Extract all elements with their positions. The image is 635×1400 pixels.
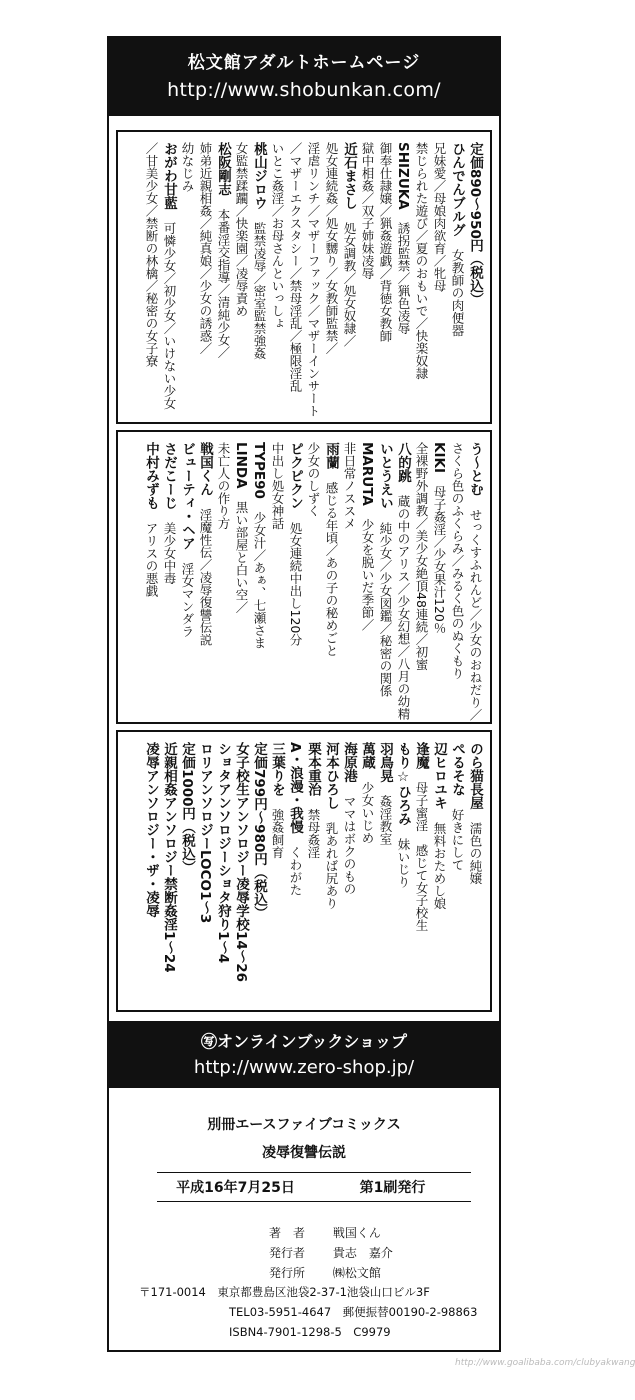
colophon-page-frame [107,36,501,1352]
catalog-line: う〜とむ せっくすふれんど／少女のおねだり／ [467,442,483,721]
online-shop-title: ㊢オンラインブックショップ [200,1032,408,1051]
catalog-line: MARUTA 少女を脱いだ季節／ [359,442,375,631]
catalog-line: 処女連続姦／処女嬲り／女教師監禁／ [324,142,339,355]
catalog-line: 定価890〜950円（税込） [467,142,483,307]
author-label: 著 者 [269,1226,306,1240]
catalog-line: ／甘美少女／禁断の林檎／秘密の女子寮 [144,142,159,367]
catalog-line: ロリアンソロジーLOCO1〜3 [197,742,213,924]
catalog-line: ショタアンソロジーショタ狩り1〜4 [215,742,231,964]
colophon [109,1088,499,1350]
author-line [269,1224,381,1241]
catalog-line: 八的跳 蔵の中のアリス／少女幻想／八月の幼精 [395,442,411,720]
catalog-line: 松阪剛志 本番淫交指導／清純少女／ [215,142,231,359]
catalog-section-1 [116,130,492,424]
catalog-list-2 [124,442,484,721]
catalog-line: 少女のしずく [306,442,321,517]
catalog-line: 非日常ノススメ [342,442,357,530]
author: 戦国くん [332,1226,381,1240]
publish-date-row [157,1172,471,1202]
catalog-line: 辺ヒロユキ 無料おためし娘 [431,742,447,910]
catalog-line: 兄妹愛／母娘肉欲育／牝母 [432,142,447,292]
catalog-line: ぺるそな 好きにして [449,742,465,871]
publisher-address: 〒171-0014 東京都豊島区池袋2-37-1池袋山口ビル3F [139,1285,430,1299]
catalog-section-3 [116,730,492,1012]
catalog-line: TYPE90 少女汁／あぁ、七瀬さま [251,442,267,649]
catalog-line: 中出し処女神話 [270,442,285,530]
catalog-line: ひんでんブルグ 女教師の肉便器 [449,142,465,337]
catalog-line: さだこーじ 美少女中毒 [161,442,177,585]
catalog-line: 河本ひろし 乳あれば尻あり [323,742,339,910]
catalog-line: のら猫長屋 濡色の純嬢 [467,742,483,885]
catalog-line: 全裸野外調教／美少女絶頂48連続／初蜜 [414,442,429,671]
catalog-line: SHIZUKA 誘拐監禁／猟色凌辱 [395,142,411,335]
catalog-line: 栗本重治 禁母姦淫 [305,742,321,859]
catalog-line: 萬蔵 少女いじめ [359,742,375,844]
catalog-line: 桃山ジロウ 監禁凌辱／密室監禁強姦 [251,142,267,360]
publisher-site-url[interactable]: http://www.shobunkan.com/ [167,79,441,101]
catalog-line: 羽鳥晃 姦淫教室 [377,742,393,845]
catalog-line: 戦国くん 淫魔性伝／凌辱復讐伝説 [197,442,213,646]
publisher-person: 貴志 嘉介 [332,1246,393,1260]
catalog-line: KIKI 母子姦淫／少女果汁120％ [431,442,447,635]
catalog-line: 逢魔 母子蜜淫 感じて女子校生 [413,742,429,932]
catalog-line: 御奉仕隷嬢／猟姦遊戯／背徳女教師 [378,142,393,342]
publisher-site-title: 松文館アダルトホームページ [187,53,421,73]
watermark-text: http://www.goalibaba.com/clubyakwang [455,1358,635,1368]
catalog-line: ／マザーエクスタシー／禁母淫乱／極限淫乱 [288,142,303,392]
catalog-list-3 [124,742,484,1002]
catalog-line: 淫虐リンチ／マザーファック／マザーインサート [306,142,321,417]
publisher-tel: TEL03-5951-4647 郵便振替00190-2-98863 [229,1305,478,1319]
catalog-line: 近石まさし 処女調教／処女奴隷／ [341,142,357,347]
publisher-person-line [269,1244,393,1261]
catalog-line: 三葉りを 強姦飼育 [269,742,285,859]
publisher-label: 発行所 [269,1266,306,1280]
catalog-line: 禁じられた遊び／夏のおもいで／快楽奴隷 [414,142,429,380]
catalog-line: A・浪漫・我慢 くわがた [287,742,303,896]
catalog-line: ビューティ・ヘア 淫女マンダラ [179,442,195,638]
publisher: ㈱松文館 [332,1266,381,1280]
publisher-line [269,1264,381,1281]
online-shop-url[interactable]: http://www.zero-shop.jp/ [193,1057,415,1078]
catalog-line: もり☆ひろみ 妹いじり [395,742,411,888]
catalog-line: 女監禁蹂躙／快楽園／凌辱責め [234,142,249,317]
catalog-line: 定価1000円（税込） [179,742,195,875]
catalog-line: いとこ姦淫／お母さんといっしょ [270,142,285,330]
catalog-line: 姉弟近親相姦／純真娘／少女の誘惑／ [198,142,213,355]
catalog-list-1 [124,142,484,417]
publish-date: 平成16年7月25日 [176,1180,295,1196]
catalog-line: さくら色のふくらみ／みるく色のぬくもり [450,442,465,680]
edition: 第1刷発行 [359,1180,426,1196]
publisher-person-label: 発行者 [269,1246,306,1260]
catalog-line: 定価799円〜980円（税込） [251,742,267,920]
catalog-line: 雨蘭 感じる年頃／あの子の秘めごと [323,442,339,657]
book-title: 凌辱復讐伝説 [262,1145,346,1161]
catalog-line: ピクピクン 処女連続中出し120分 [287,442,303,646]
catalog-line: 中村みずも アリスの悪戯 [143,442,159,597]
isbn: ISBN4-7901-1298-5 C9979 [229,1325,391,1339]
catalog-line: 獄中相姦／双子姉妹凌辱 [360,142,375,280]
catalog-line: 未亡人の作り方 [216,442,231,530]
online-shop-banner [109,1021,499,1088]
catalog-line: いとうえい 純少女／少女図鑑／秘密の関係 [377,442,393,697]
catalog-line: LINDA 黒い部屋と白い空／ [233,442,249,614]
catalog-line: おがわ甘藍 可憐少女／初少女／いけない少女 [161,142,177,410]
catalog-line: 凌辱アンソロジー・ザ・凌辱 [143,742,159,918]
catalog-section-2 [116,430,492,724]
catalog-line: 海原港 ママはボクのもの [341,742,357,895]
catalog-line: 女子校生アンソロジー凌辱学校14〜26 [233,742,249,983]
publisher-site-banner [109,38,499,116]
series-name: 別冊エースファイブコミックス [207,1117,401,1133]
catalog-line: 近親相姦アンソロジー禁断姦淫1〜24 [161,742,177,973]
catalog-line: 幼なじみ [180,142,195,192]
